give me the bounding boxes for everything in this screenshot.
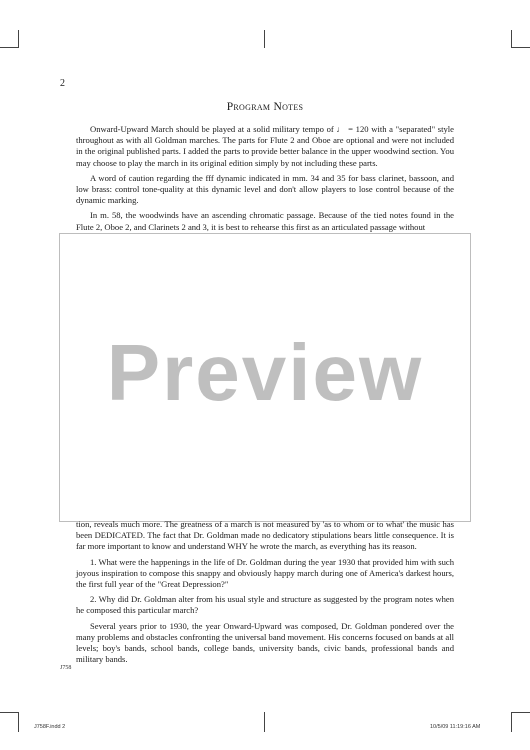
crop-mark-bottom-mid [264, 712, 265, 732]
paragraph: In m. 58, the woodwinds have an ascending chromatic passage. Because of the tied notes found in the Flute 2, Oboe 2, and Clarinets 2 and 3, it is best to rehearse this first as an articulated passage without [76, 210, 454, 232]
paragraph: 2. Why did Dr. Goldman alter from his usual style and structure as suggested by the program notes when he composed this particular march? [76, 594, 454, 616]
crop-mark-top-right-h [512, 47, 530, 48]
page-number: 2 [60, 78, 65, 89]
page-title: Program Notes [226, 101, 304, 113]
crop-mark-bottom-right-v [511, 712, 512, 732]
footer-code: J758 [60, 665, 72, 671]
paragraph: A word of caution regarding the fff dynamic indicated in mm. 34 and 35 for bass clarinet, bassoon, and low brass: control tone-quality at this dynamic level and don't allow players to lose control because of the dynamic marking. [76, 172, 454, 206]
crop-mark-top-right-v [511, 30, 512, 48]
crop-mark-top-left-h [0, 47, 18, 48]
crop-mark-bottom-left-v [18, 712, 19, 732]
paragraph: Onward-Upward March should be played at a solid military tempo of ♩ = 120 with a "separated" style throughout as with all Goldman marches. The parts for Flute 2 and Oboe are optional and were not included in the original published parts. I added the parts to provide better balance in the upper woodwind section. You may choose to play the march in its original edition simply by not including these parts. [76, 124, 454, 168]
bottom-text-block [76, 519, 454, 669]
crop-mark-top-mid [264, 30, 265, 48]
preview-watermark: Preview [106, 328, 424, 417]
paragraph: Several years prior to 1930, the year Onward-Upward was composed, Dr. Goldman pondered over the many problems and obstacles confronting the universal band movement. His concerns focused on bands at all levels; boy's bands, school bands, college bands, university bands, civic bands, professional bands and military bands. [76, 620, 454, 665]
crop-mark-bottom-right-h [512, 712, 530, 713]
crop-mark-bottom-left-h [0, 712, 18, 713]
slug-filename: J758F.indd 2 [34, 724, 66, 730]
top-text-block [76, 124, 454, 232]
paragraph: tion, reveals much more. The greatness of a march is not measured by 'as to whom or to what' the music has been DEDICATED. The fact that Dr. Goldman made no dedicatory stipulations bears little consequence. It is far more important to know and understand WHY he wrote the march, as everything has its reason. [76, 519, 454, 552]
preview-overlay [59, 233, 471, 522]
slug-timestamp: 10/5/09 11:19:16 AM [430, 724, 481, 730]
crop-mark-top-left-v [18, 30, 19, 48]
paragraph: 1. What were the happenings in the life of Dr. Goldman during the year 1930 that provided him with such joyous inspiration to compose this snappy and obviously happy march during one of America's darkest hours, the first full year of the "Great Depression?" [76, 556, 454, 590]
